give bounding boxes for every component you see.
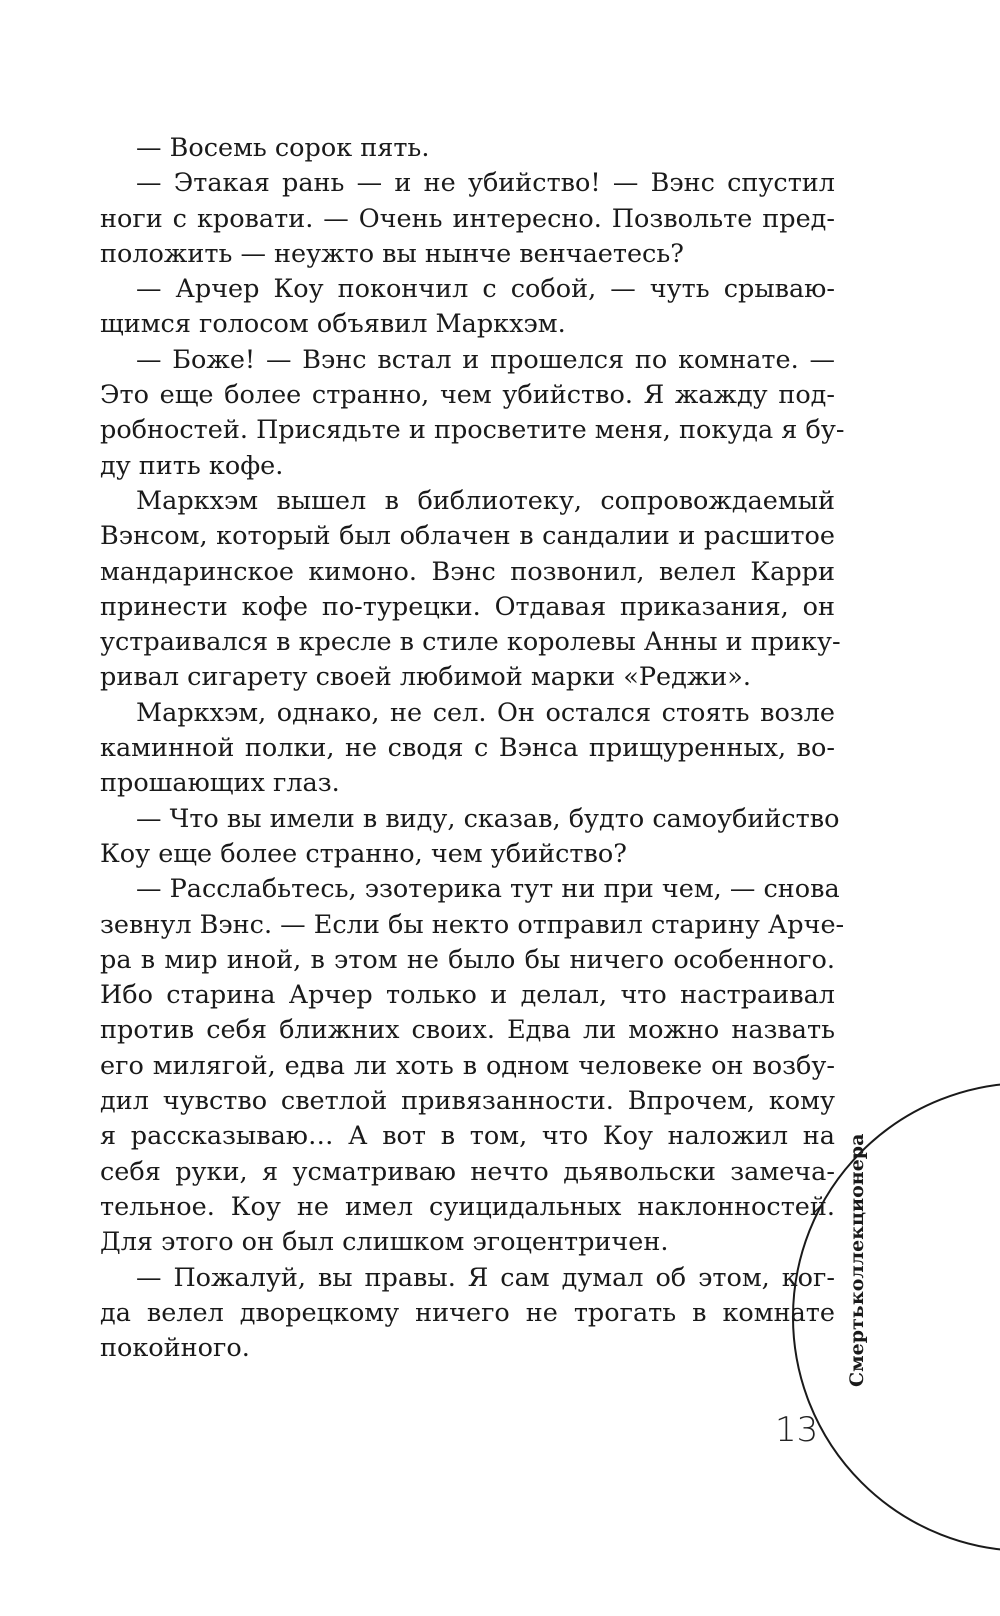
- running-title-line-1: Смерть: [846, 1304, 868, 1387]
- text-line: — Пожалуй, вы правы. Я сам думал об этом, ког-: [136, 1262, 835, 1293]
- text-line: себя руки, я усматриваю нечто дьявольски замеча-: [100, 1156, 835, 1187]
- text-line: — Арчер Коу покончил с собой, — чуть срываю-: [136, 274, 835, 305]
- text-line: против себя ближних своих. Едва ли можно назвать: [100, 1015, 835, 1046]
- text-line: я рассказываю… А вот в том, что Коу наложил на: [100, 1121, 835, 1152]
- text-line: щимся голосом объявил Маркхэм.: [100, 309, 566, 340]
- text-line: Вэнсом, который был облачен в сандалии и расшитое: [100, 521, 835, 552]
- text-line: — Расслабьтесь, эзотерика тут ни при чем, — снова: [136, 874, 840, 905]
- text-line: Это еще более странно, чем убийство. Я жажду под-: [100, 380, 835, 411]
- text-line: дил чувство светлой привязанности. Впрочем, кому: [100, 1086, 835, 1117]
- text-line: — Что вы имели в виду, сказав, будто самоубийство: [136, 803, 840, 834]
- text-line: — Этакая рань — и не убийство! — Вэнс спустил: [136, 168, 835, 199]
- text-line: тельное. Коу не имел суицидальных наклонностей.: [100, 1191, 835, 1222]
- text-line: ду пить кофе.: [100, 450, 284, 481]
- text-line: Для этого он был слишком эгоцентричен.: [100, 1227, 669, 1258]
- running-title: [815, 1133, 899, 1387]
- text-line: Маркхэм вышел в библиотеку, сопровождаемый: [136, 485, 835, 516]
- text-line: да велел дворецкому ничего не трогать в комнате: [100, 1297, 835, 1328]
- text-line: Маркхэм, однако, не сел. Он остался стоять возле: [136, 697, 835, 728]
- text-line: робностей. Присядьте и просветите меня, покуда я бу-: [100, 415, 845, 446]
- text-line: каминной полки, не сводя с Вэнса прищуренных, во-: [100, 733, 835, 764]
- text-line: ноги с кровати. — Очень интересно. Позвольте пред-: [100, 203, 835, 234]
- text-line: — Боже! — Вэнс встал и прошелся по комнате. —: [136, 344, 835, 375]
- text-line: устраивался в кресле в стиле королевы Анны и прику-: [100, 627, 841, 658]
- text-line: зевнул Вэнс. — Если бы некто отправил старину Арче-: [100, 909, 845, 940]
- text-line: принести кофе по-турецки. Отдавая приказания, он: [100, 591, 835, 622]
- text-line: ривал сигарету своей любимой марки «Реджи».: [100, 662, 751, 693]
- text-line: покойного.: [100, 1333, 250, 1364]
- text-line: ра в мир иной, в этом не было бы ничего особенного.: [100, 944, 835, 975]
- text-line: прошающих глаз.: [100, 768, 340, 799]
- text-line: — Восемь сорок пять.: [136, 133, 430, 163]
- text-line: его милягой, едва ли хоть в одном человеке он возбу-: [100, 1050, 835, 1081]
- text-line: положить — неужто вы нынче венчаетесь?: [100, 238, 684, 269]
- running-title-line-2: коллекционера: [846, 1133, 868, 1305]
- page-number: 13: [775, 1410, 819, 1450]
- text-line: Коу еще более странно, чем убийство?: [100, 838, 627, 869]
- text-line: Ибо старина Арчер только и делал, что настраивал: [100, 980, 835, 1011]
- body-text: [100, 131, 845, 1366]
- text-line: мандаринское кимоно. Вэнс позвонил, велел Карри: [100, 556, 835, 587]
